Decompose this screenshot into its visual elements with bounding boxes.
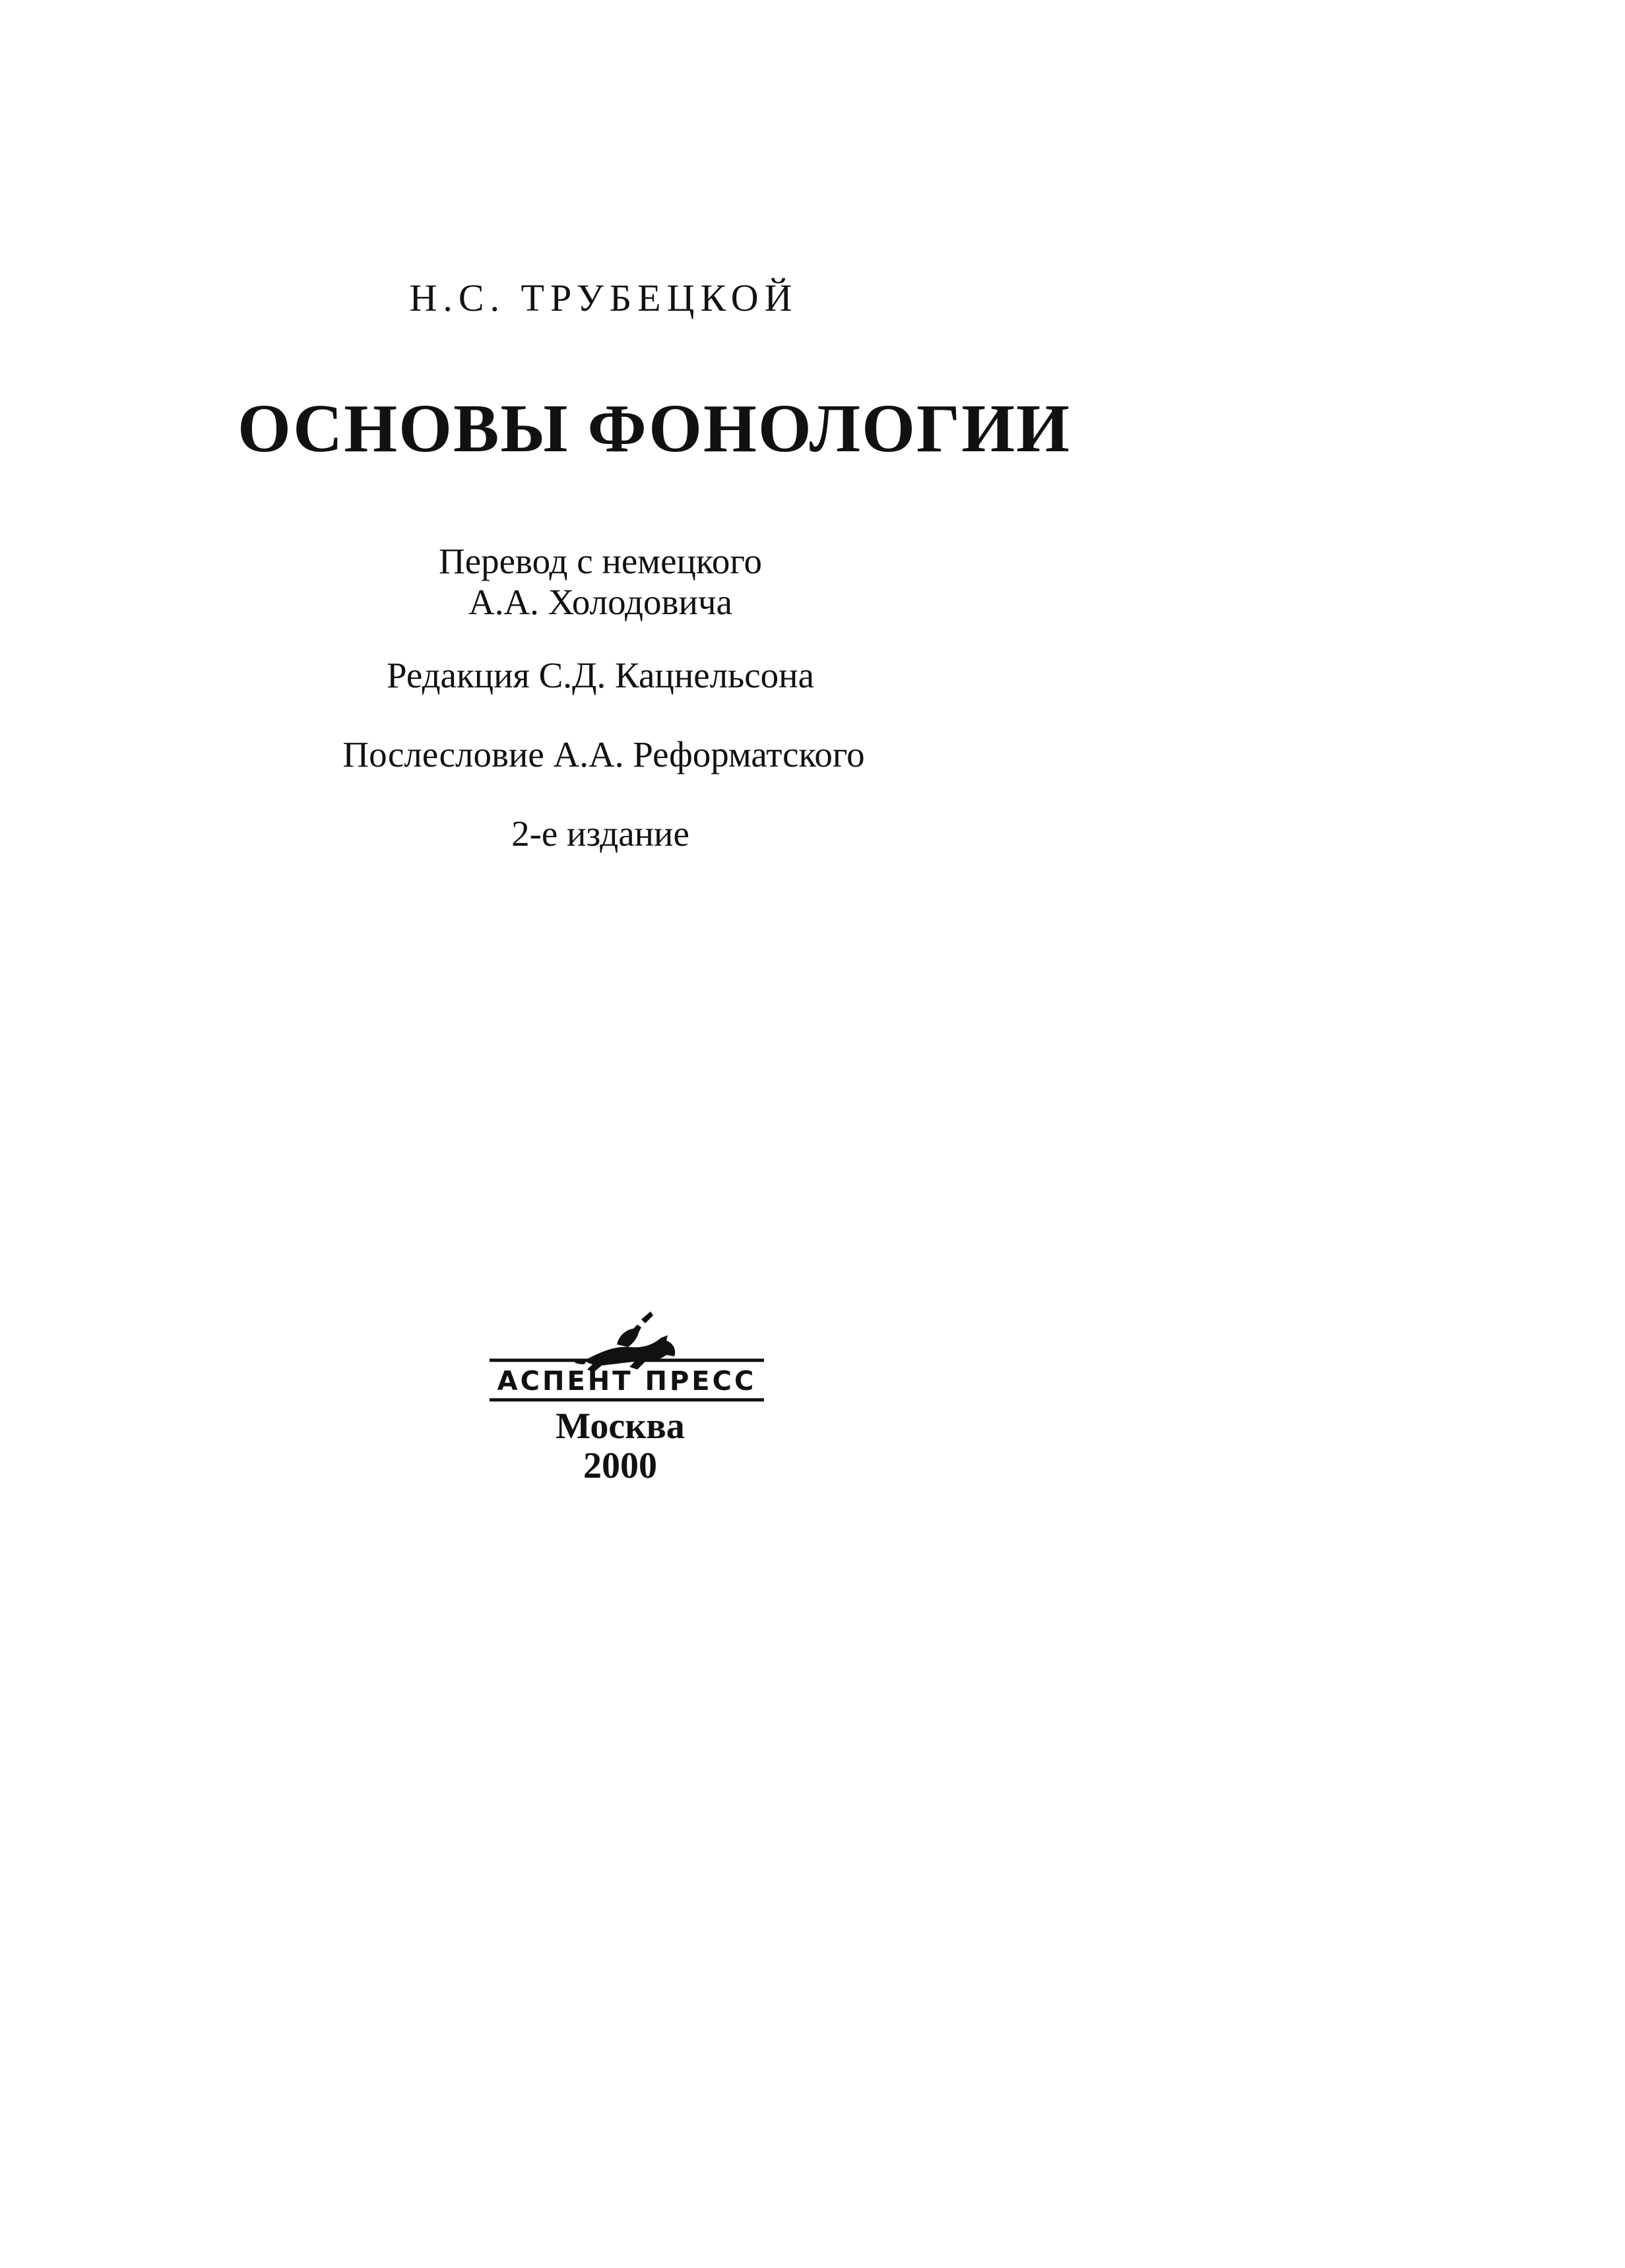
publication-year: 2000 [583, 1445, 657, 1486]
editor-credit: Редакция С.Д. Кацнельсона [387, 655, 814, 695]
translation-line: Перевод с немецкого [438, 541, 763, 581]
book-title: ОСНОВЫ ФОНОЛОГИИ [238, 391, 1071, 466]
translator-name: А.А. Холодовича [468, 582, 733, 622]
publisher-name: АСПЕНТ ПРЕСС [497, 1366, 757, 1397]
publication-city: Москва [556, 1406, 685, 1447]
afterword-credit: Послесловие А.А. Реформатского [342, 734, 865, 774]
publisher-logo [488, 1306, 765, 1405]
author-name: Н.С. ТРУБЕЦКОЙ [409, 276, 798, 319]
translation-credit [396, 541, 805, 623]
edition-label: 2-е издание [511, 813, 689, 854]
